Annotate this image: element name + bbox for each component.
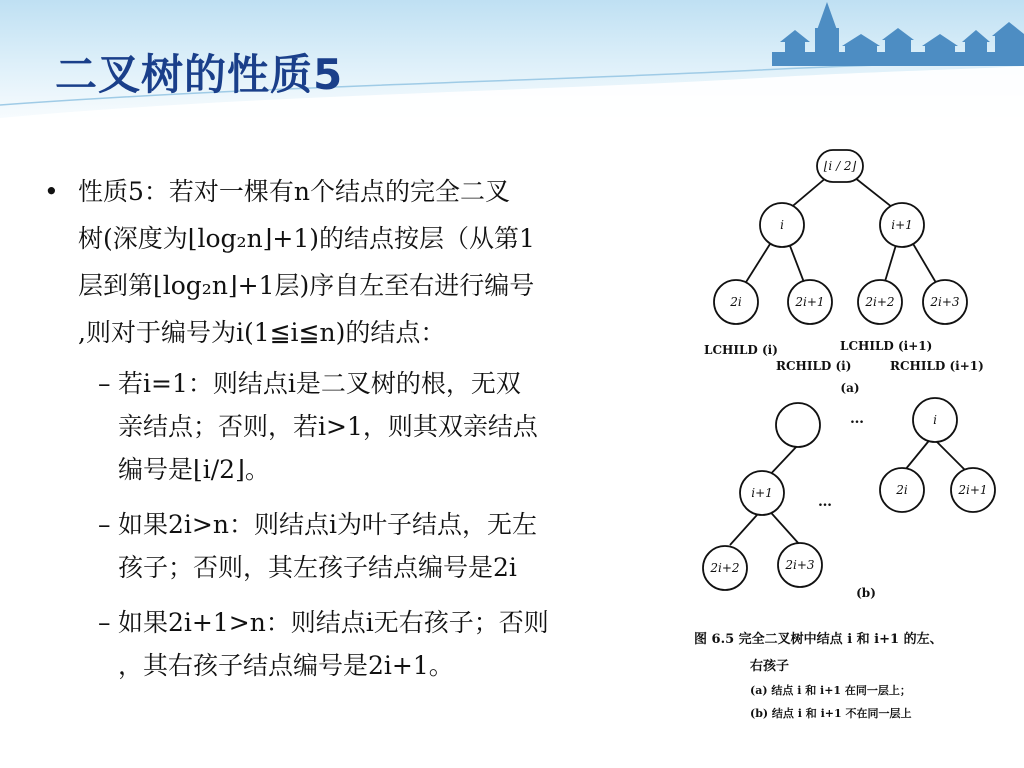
sub-point-line: 如果2i+1>n：则结点i无右孩子；否则 [118,608,549,637]
tree-b-node-label: i+1 [751,486,773,500]
rchild-i1-label: RCHILD (i+1) [890,359,984,373]
tree-a-tag: (a) [840,381,860,395]
tree-a-nodes [714,150,967,324]
main-point-line: 性质5：若对一棵有n个结点的完全二叉 [78,177,511,206]
tree-b-nodes [703,398,995,590]
tree-a-node-label: i+1 [891,218,913,232]
sub-bullet-root [40,362,680,491]
tree-a-node-label: 2i [730,295,742,309]
figure-caption-line: (b) 结点 i 和 i+1 不在同一层上 [750,707,912,720]
binary-tree-figure [690,140,1024,730]
tree-b-tag: (b) [856,586,876,600]
main-point-line: ,则对于编号为i(1≦i≦n)的结点： [78,318,446,347]
tree-b-node-label: 2i+2 [710,561,740,575]
main-point-line: 层到第⌊log₂n⌋+1层)序自左至右进行编号 [78,271,535,300]
sub-bullet-marker: – [98,608,111,637]
figure-caption-line: 右孩子 [750,659,790,674]
tree-a-node-label: 2i+3 [930,295,960,309]
sub-point-line: ，其右孩子结点编号是2i+1。 [118,651,454,680]
tree-b-node-label: 2i+1 [958,483,988,497]
sub-bullet-marker: – [98,510,111,539]
sub-point-line: 亲结点；否则，若i>1，则其双亲结点 [118,412,538,441]
tree-b-node-label: 2i+3 [785,558,815,572]
lchild-i1-label: LCHILD (i+1) [840,339,933,353]
sub-point-line: 编号是⌊i/2⌋。 [118,455,270,484]
slide-content [40,168,680,687]
sub-bullet-left-child [40,503,680,589]
village-silhouette-icon [772,2,1024,66]
slide-title: 二叉树的性质5 [55,50,344,99]
tree-a-node-label: ⌊i / 2⌋ [823,159,857,173]
lchild-i-label: LCHILD (i) [704,343,778,357]
figure-caption-line: 图 6.5 完全二叉树中结点 i 和 i+1 的左、 [694,632,943,647]
sub-point-line: 孩子；否则，其左孩子结点编号是2i [118,553,517,582]
tree-b-node-label: i [933,413,937,427]
figure-caption-line: (a) 结点 i 和 i+1 在同一层上； [750,684,911,697]
sub-point-line: 如果2i>n：则结点i为叶子结点，无左 [118,510,537,539]
sub-bullet-marker: – [98,369,111,398]
tree-a-node-label: 2i+2 [865,295,895,309]
main-point-line: 树(深度为⌊log₂n⌋+1)的结点按层（从第1 [78,224,535,253]
tree-node [776,403,820,447]
tree-a-node-label: i [780,218,784,232]
bullet-marker: • [44,177,59,206]
sub-point-line: 若i=1：则结点i是二叉树的根，无双 [118,369,521,398]
slide-header-banner [0,0,1024,135]
main-bullet [40,168,680,356]
sub-bullet-right-child [40,601,680,687]
ellipsis-mark: … [818,494,832,510]
tree-b-node-label: 2i [896,483,908,497]
rchild-i-label: RCHILD (i) [776,359,852,373]
ellipsis-mark: … [850,411,864,427]
tree-a-node-label: 2i+1 [795,295,825,309]
